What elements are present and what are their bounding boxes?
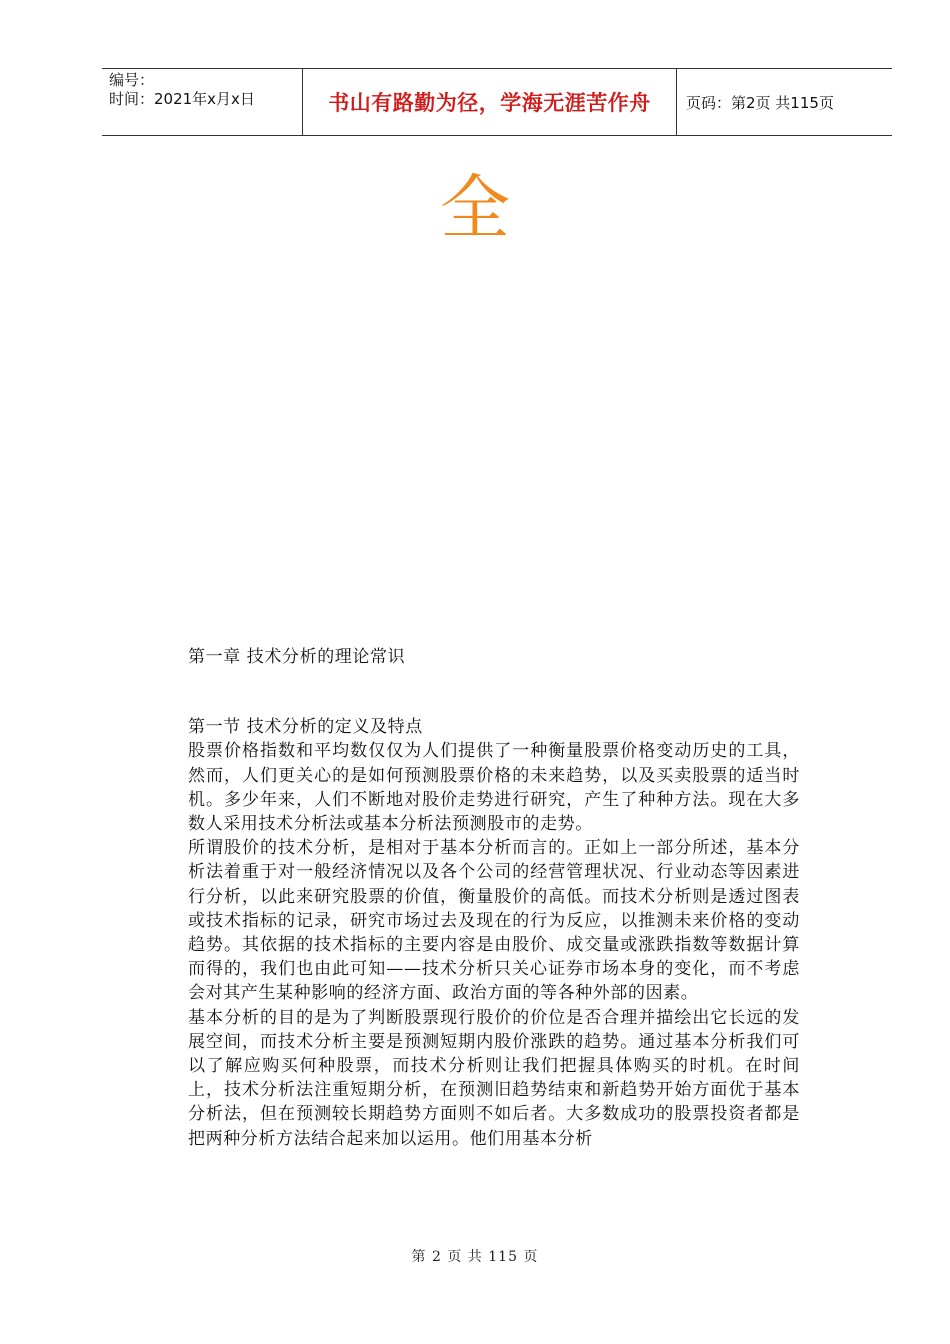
section-title: 第一节 技术分析的定义及特点 <box>188 717 423 738</box>
chapter-title: 第一章 技术分析的理论常识 <box>188 647 406 667</box>
header-motto: 书山有路勤为径，学海无涯苦作舟 <box>303 69 677 135</box>
paragraph: 所谓股价的技术分析，是相对于基本分析而言的。正如上一部分所述，基本分析法着重于对一般经济情况以及各个公司的经营管理状况、行业动态等因素进行分析，以此来研究股票的价值，衡量股价的高低。而技术分析则是透过图表或技术指标的记录，研究市场过去及现在的行为反应，以推测未来价格的变动趋势。其依据的技术指标的主要内容是由股价、成交量或涨跌指数等数据计算而得的，我们也由此可知——技术分析只关心证券市场本身的变化，而不考虑会对其产生某种影响的经济方面、政治方面的等各种外部的因素。 <box>188 838 800 1004</box>
paragraph: 基本分析的目的是为了判断股票现行股价的价位是否合理并描绘出它长远的发展空间，而技术分析主要是预测短期内股价涨跌的趋势。通过基本分析我们可以了解应购买何种股票，而技术分析则让我们把握具体购买的时机。在时间上，技术分析法注重短期分析，在预测旧趋势结束和新趋势开始方面优于基本分析法，但在预测较长期趋势方面则不如后者。大多数成功的股票投资者都是把两种分析方法结合起来加以运用。他们用基本分析 <box>188 1007 800 1149</box>
page-footer: 第 2 页 共 115 页 <box>411 1249 539 1265</box>
header-meta <box>102 69 303 135</box>
time-label: 时间：2021年x月x日 <box>109 90 255 108</box>
paragraph: 股票价格指数和平均数仅仅为人们提供了一种衡量股票价格变动历史的工具，然而，人们更关心的是如何预测股票价格的未来趋势，以及买卖股票的适当时机。多少年来，人们不断地对股价走势进行研究，产生了种种方法。现在大多数人采用技术分析法或基本分析法预测股市的走势。 <box>188 741 800 835</box>
document-body <box>188 645 800 1151</box>
number-label: 编号： <box>109 71 155 89</box>
page-header <box>102 68 892 136</box>
header-page-code: 页码：第2页 共115页 <box>686 93 834 112</box>
big-title-character: 全 <box>440 167 510 249</box>
